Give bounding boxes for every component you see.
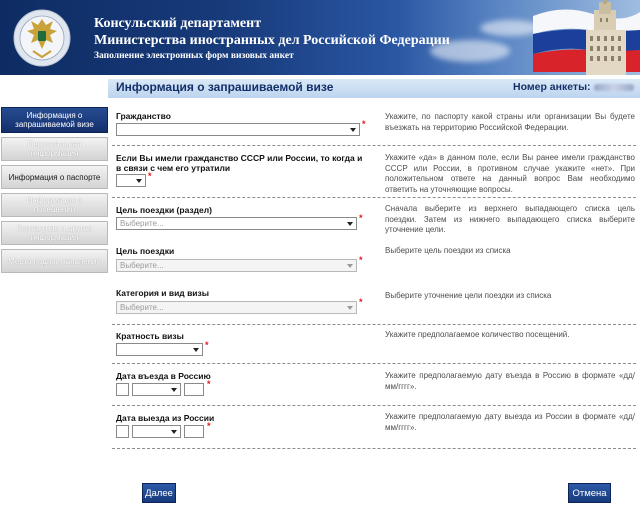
separator [112,324,636,325]
application-number-label: Номер анкеты: [513,81,591,93]
separator [112,448,636,449]
sidebar-item-passport-info[interactable] [1,165,108,189]
entry-date-label: Дата въезда в Россию [116,371,211,381]
citizenship-select[interactable] [116,123,360,136]
citizenship-help: Укажите, по паспорту какой страны или организации Вы будете въезжать на территорию Российской Федерации. [385,112,635,132]
ussr-citizenship-label: Если Вы имели гражданство СССР или России, то когда и в связи с чем его утратили [116,153,363,173]
required-mark: * [205,340,209,350]
chevron-down-icon [347,306,353,310]
visa-category-label: Категория и вид визы [116,288,209,298]
visa-multiplicity-help: Укажите предполагаемое количество посещений. [385,330,570,339]
trip-purpose-help: Выберите цель поездки из списка [385,246,511,255]
sidebar-item-visit-info[interactable] [1,193,108,217]
visa-category-value: Выберите... [120,303,164,312]
separator [112,145,636,146]
sidebar-item-label: Место подачи заявления [8,256,101,266]
sidebar-item-label: Персональная информация [27,140,82,158]
entry-date-help: Укажите предполагаемую дату въезда в Россию в формате «дд/мм/гггг». [385,371,635,391]
sidebar-item-label: Информация о паспорте [8,172,101,182]
exit-date-year-input[interactable] [184,425,204,438]
separator [112,405,636,406]
exit-date-day-input[interactable] [116,425,129,438]
chevron-down-icon [171,388,177,392]
chevron-down-icon [347,222,353,226]
sidebar-item-label: Информация о запрашиваемой визе [15,111,94,129]
visa-multiplicity-select[interactable] [116,343,203,356]
required-mark: * [148,171,152,181]
required-mark: * [362,119,366,129]
trip-purpose-value: Выберите... [120,261,164,270]
required-mark: * [359,213,363,223]
separator [112,197,636,198]
sidebar-item-application-place[interactable] [1,249,108,273]
trip-purpose-section-help: Сначала выберите из верхнего выпадающего списка цель поездки. Затем из нижнего выпадающего списка выберите уточнение цели. [385,204,635,234]
entry-date-month-select[interactable] [132,383,181,396]
chevron-down-icon [347,264,353,268]
citizenship-label: Гражданство [116,111,171,121]
required-mark: * [207,379,211,389]
trip-purpose-label: Цель поездки [116,246,175,256]
entry-date-year-input[interactable] [184,383,204,396]
required-mark: * [207,421,211,431]
site-banner [0,0,640,75]
sidebar-item-contact-info[interactable] [1,221,108,245]
sidebar-item-label: Информация о посещении [26,196,83,214]
visa-category-select[interactable] [116,301,357,314]
trip-purpose-section-select[interactable] [116,217,357,230]
ussr-citizenship-help: Укажите «да» в данном поле, если Вы ранее имели гражданство СССР или России, в противном случае укажите «нет». При положительном ответе на данный вопрос Вам необходимо ответить на уточняющие вопросы. [385,153,635,194]
chevron-down-icon [350,128,356,132]
visa-multiplicity-label: Кратность визы [116,331,184,341]
application-number-value [594,84,634,91]
chevron-down-icon [171,430,177,434]
required-mark: * [359,297,363,307]
sidebar-item-label: Контактная и другая информация [16,224,93,242]
separator [112,363,636,364]
banner-cloud [480,20,540,36]
page-title: Информация о запрашиваемой визе [116,80,334,94]
sidebar-item-personal-info[interactable] [1,137,108,161]
exit-date-help: Укажите предполагаемую дату выезда из России в формате «дд/мм/гггг». [385,412,635,432]
entry-date-day-input[interactable] [116,383,129,396]
next-button[interactable]: Далее [142,483,176,503]
cancel-button[interactable]: Отмена [568,483,611,503]
ussr-citizenship-select[interactable] [116,174,146,187]
banner-title-line2: Министерства иностранных дел Российской Федерации [94,33,450,48]
banner-subtitle: Заполнение электронных форм визовых анкет [94,51,294,61]
trip-purpose-section-label: Цель поездки (раздел) [116,205,212,215]
banner-title-line1: Консульский департамент [94,16,262,31]
ministry-tower-image [572,0,640,75]
sidebar-item-visa-info[interactable] [1,107,108,133]
chevron-down-icon [136,179,142,183]
chevron-down-icon [193,348,199,352]
required-mark: * [359,255,363,265]
exit-date-month-select[interactable] [132,425,181,438]
coat-of-arms-icon [13,7,71,69]
exit-date-label: Дата выезда из России [116,413,215,423]
trip-purpose-select[interactable] [116,259,357,272]
visa-category-help: Выберите уточнение цели поездки из списка [385,291,552,300]
trip-purpose-section-value: Выберите... [120,219,164,228]
